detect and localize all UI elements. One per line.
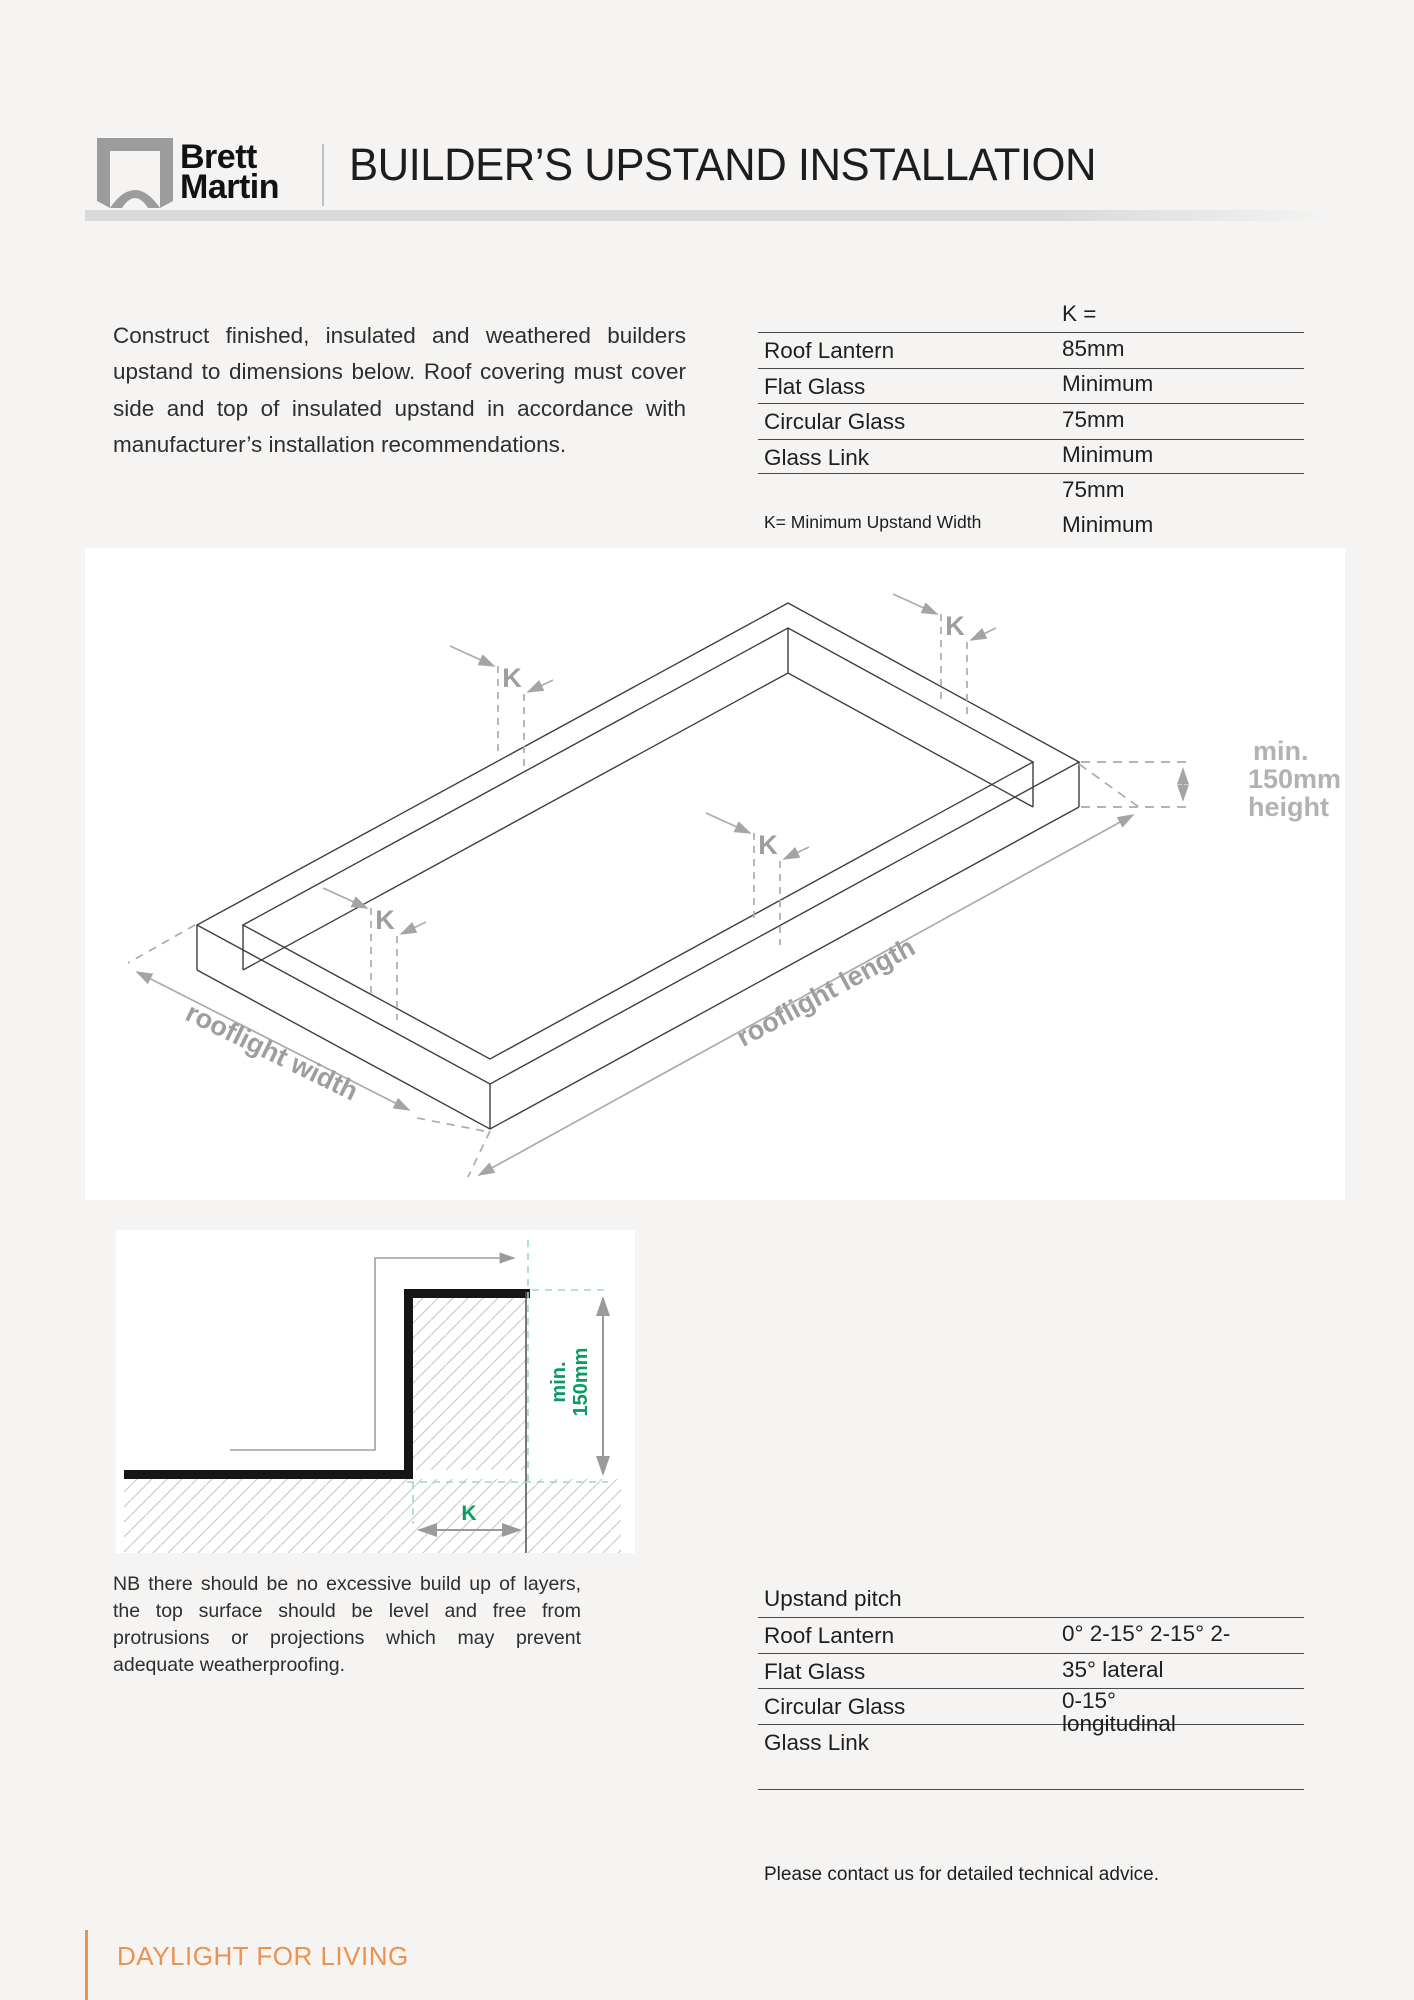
pitch-value: 0° 2-15° 2-15° 2- (1062, 1621, 1231, 1646)
k-definition-note: K= Minimum Upstand Width (764, 512, 982, 532)
footer-tagline: DAYLIGHT FOR LIVING (117, 1941, 409, 1971)
brett-martin-logo-icon (97, 138, 173, 208)
min-height-label-line2: 150mm (1248, 764, 1342, 794)
ground-hatch (124, 1479, 621, 1553)
table-row: Glass Link (758, 1724, 1304, 1791)
nb-paragraph: NB there should be no excessive build up of layers, the top surface should be level and free from protrusions or projections which may prevent adequate weatherproofing. (113, 1573, 581, 1676)
cross-150mm-label: 150mm (570, 1347, 592, 1417)
table-row: Roof Lantern (758, 1617, 1304, 1653)
k-col-value: 75mm (1062, 547, 1125, 573)
table-row: Glass Link (758, 439, 1304, 475)
cross-min-label: min. (548, 1361, 570, 1403)
pitch-value: longitudinal (1062, 1711, 1176, 1736)
footer-accent-bar (85, 1930, 88, 2000)
rooflight-width-label: rooflight width (181, 997, 363, 1107)
k-dimension-label: K (502, 663, 522, 693)
k-col-value: Minimum (1062, 441, 1154, 467)
upstand-insulation-hatch (413, 1297, 526, 1470)
min-height-label-line1: min. (1253, 736, 1309, 766)
pitch-value: 35° lateral (1062, 1657, 1164, 1682)
k-col-value: Minimum (1062, 371, 1154, 397)
k-col-value: Minimum (1062, 582, 1154, 608)
table-row: Circular Glass (758, 1688, 1304, 1724)
header-divider (322, 144, 324, 206)
k-col-header: K = (1062, 301, 1097, 326)
k-dimension-label: K (375, 905, 395, 935)
isometric-upstand-diagram (85, 548, 1345, 1200)
k-dimension-table (758, 332, 1304, 474)
rooflight-length-label: rooflight length (731, 931, 920, 1053)
pitch-values-column (1062, 1616, 1230, 1734)
height-dimension (1079, 762, 1190, 810)
upstand-frame-outline (197, 603, 1079, 1129)
k-dimension-label: K (945, 611, 965, 641)
table-row: Circular Glass (758, 403, 1304, 439)
pitch-table-header: Upstand pitch (764, 1586, 902, 1611)
k-dimension-label: K (758, 830, 778, 860)
min-height-label-line3: height (1248, 792, 1329, 822)
intro-paragraph: Construct finished, insulated and weathered builders upstand to dimensions below. Roof covering must cover side and top of insulated upstand in accordance with manufacturer’s installation recommendations. (113, 323, 686, 458)
pitch-value: 0-15° (1062, 1688, 1117, 1713)
k-col-value: Minimum (1062, 512, 1154, 538)
page-title: BUILDER’S UPSTAND INSTALLATION (349, 139, 1097, 190)
k-col-value: 75mm (1062, 476, 1125, 502)
table-row: Flat Glass (758, 368, 1304, 404)
logo-word-martin: Martin (180, 168, 279, 206)
table-row: Roof Lantern (758, 332, 1304, 368)
cross-k-label: K (461, 1502, 477, 1525)
k-col-value: 85mm (1062, 336, 1125, 362)
width-dimension (128, 925, 484, 1131)
upstand-cross-section-diagram (116, 1230, 635, 1553)
brett-martin-logo-text (180, 138, 279, 206)
header-gradient-rule (85, 210, 1332, 221)
logo-word-brett: Brett (180, 138, 257, 176)
contact-note: Please contact us for detailed technical advice. (764, 1864, 1160, 1885)
table-row: Flat Glass (758, 1653, 1304, 1689)
k-col-value: 75mm (1062, 406, 1125, 432)
